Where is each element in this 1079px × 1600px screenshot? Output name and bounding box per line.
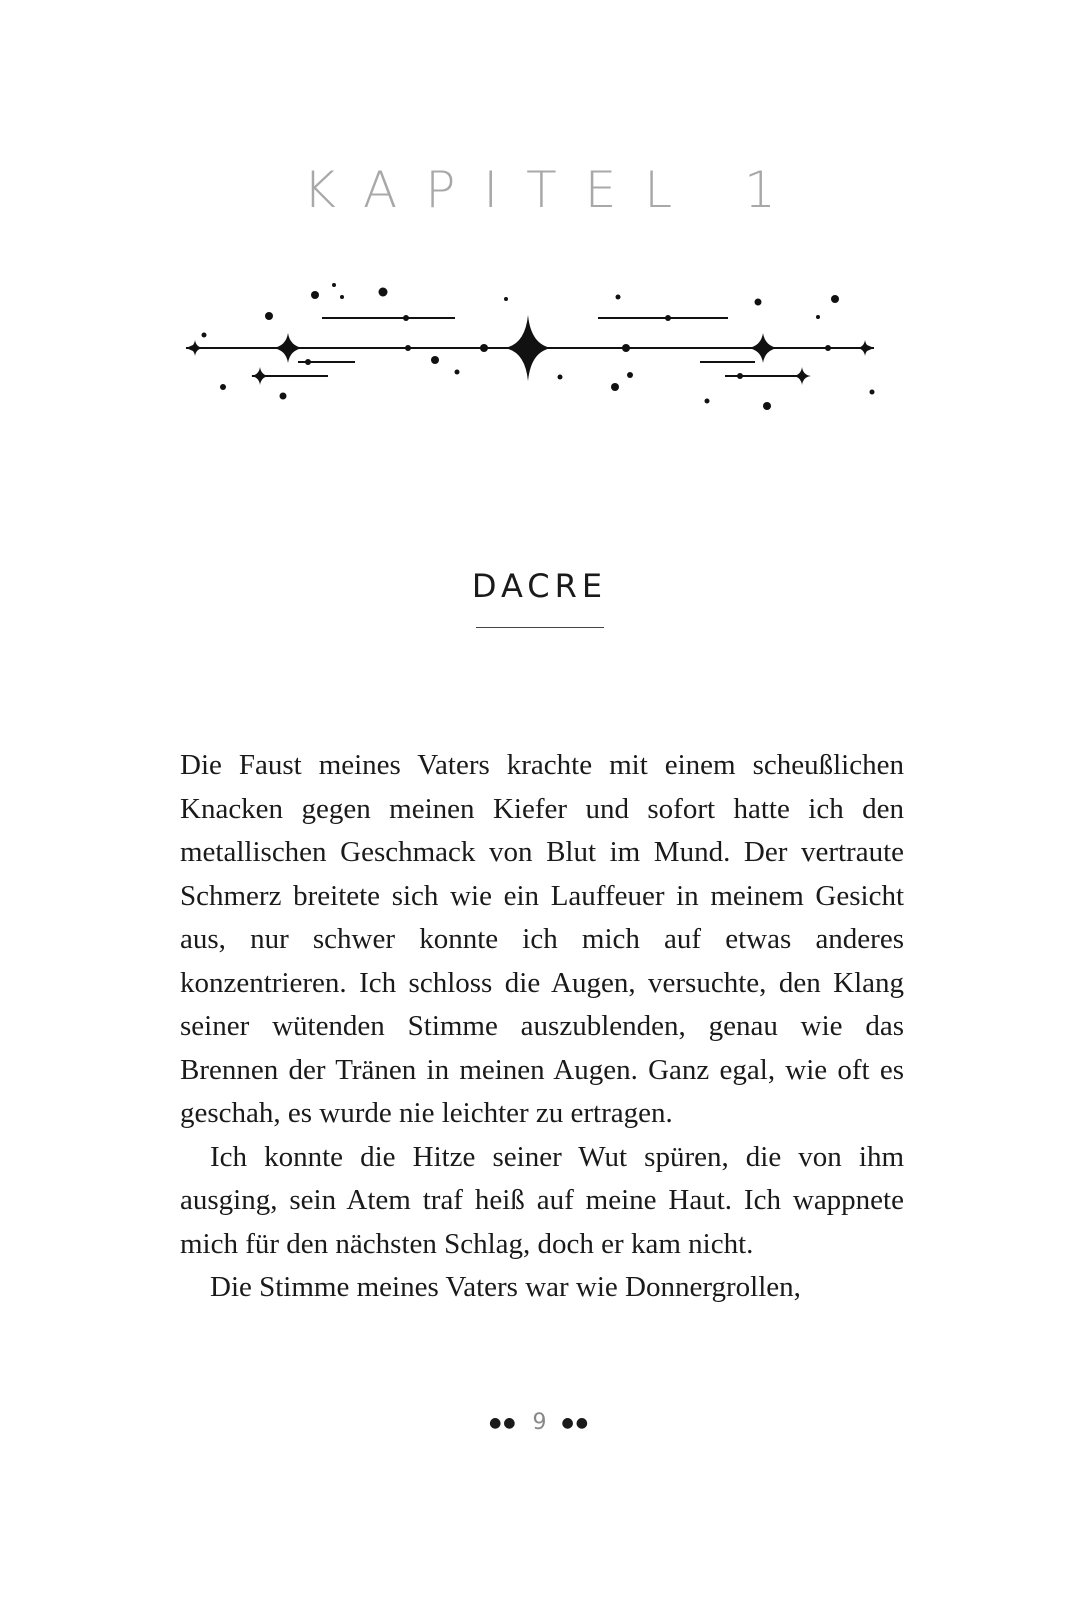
- name-underline: [476, 627, 604, 628]
- chapter-heading: KAPITEL 1: [303, 161, 804, 219]
- paragraph-2: Ich konnte die Hitze seiner Wut spüren, die von ihm ausging, sein Atem traf heiß auf meine Haut. Ich wappnete mich für den nächsten Schlag, doch er kam nicht.: [180, 1140, 904, 1260]
- footer-dots-right-icon: ●●: [561, 1415, 590, 1431]
- paragraph-3: Die Stimme meines Vaters war wie Donnergrollen,: [210, 1271, 801, 1303]
- paragraph-1: Die Faust meines Vaters krachte mit einem scheußlichen Knacken gegen meinen Kiefer und sofort hatte ich den metallischen Geschmack von Blut im Mund. Der vertraute Schmerz breitete sich wie ein Lauffeuer in meinem Gesicht aus, nur schwer konnte ich mich auf etwas anderes konzentrieren. Ich schloss die Augen, versuchte, den Klang seiner wütenden Stimme auszublenden, genau wie das Brennen der Tränen in meinen Augen. Ganz egal, wie oft es geschah, es wurde nie leichter zu ertragen.: [180, 749, 904, 1129]
- body-text: [180, 744, 904, 1310]
- page-footer: [0, 1408, 1079, 1438]
- footer-dots-left-icon: ●●: [489, 1415, 518, 1431]
- page-number: 9: [532, 1410, 547, 1435]
- character-name: DACRE: [471, 567, 608, 605]
- moon-stars-ornament-icon: [180, 275, 900, 425]
